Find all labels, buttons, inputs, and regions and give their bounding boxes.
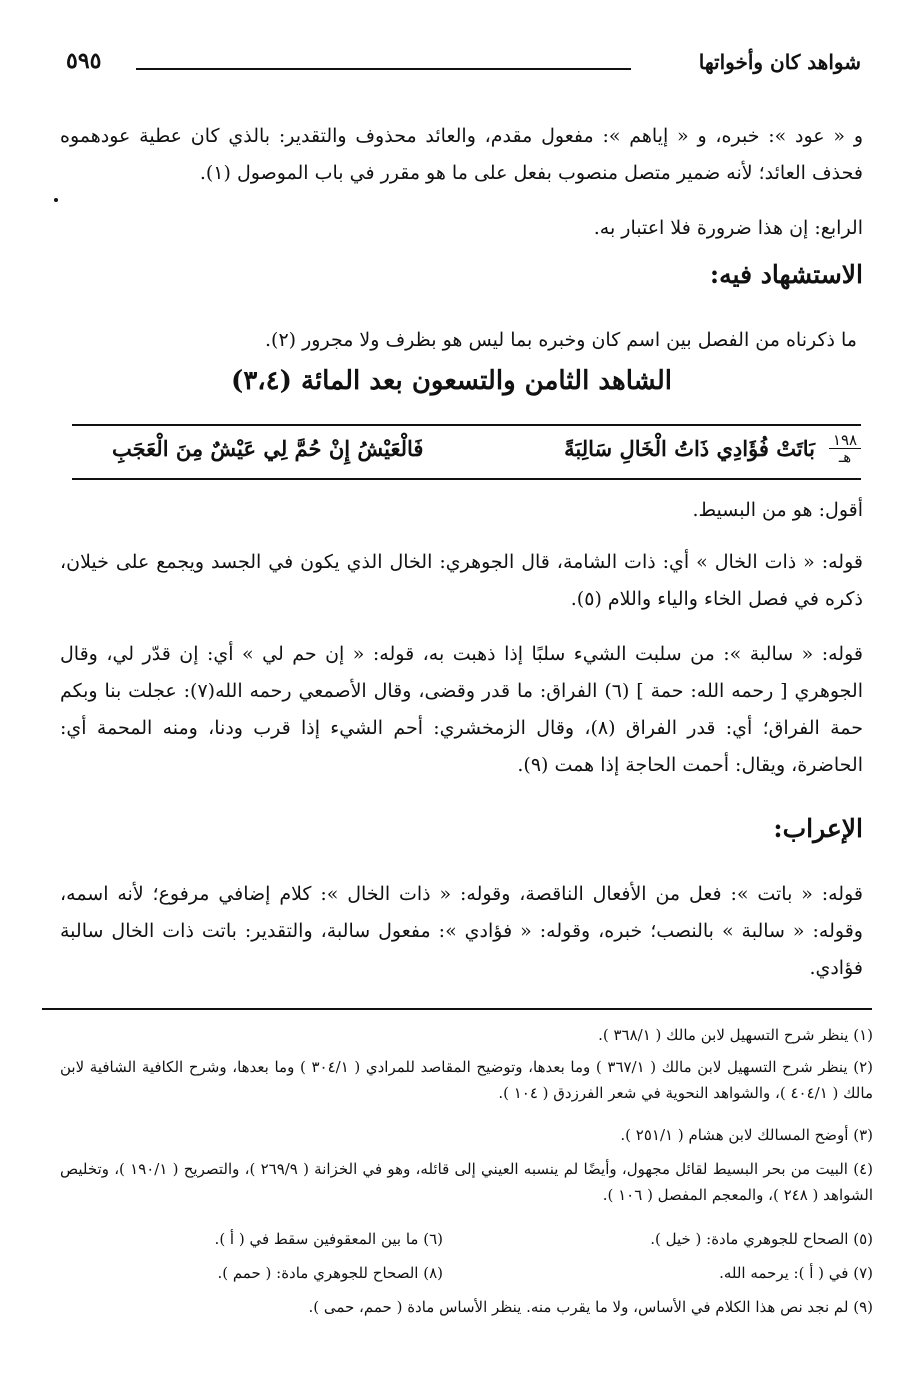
heading-shahid-198: الشاهد الثامن والتسعون بعد المائة (٣،٤)	[231, 366, 672, 396]
heading-irab: الإعراب:	[773, 814, 863, 843]
heading-istishhad: الاستشهاد فيه:	[709, 260, 863, 289]
footnote-3: (٣) أوضح المسالك لابن هشام ( ٢٥١/١ ).	[620, 1126, 873, 1144]
paragraph-6: قوله: « سالبة »: من سلبت الشيء سلبًا إذا ذهبت به، قوله: « إن حم لي » أي: إن قدّر لي، وقال الجوهري [ رحمه الله: حمة ] (٦) الفراق: ما قدر وقضى، وقال الأصمعي رحمه الله(٧): عجلت بنا وبكم حمة الفراق؛ أي: قدر الفراق (٨)، وقال الزمخشري: أحم الشيء إذا قرب ودنا، ومنه المحمة أي: الحاضرة، ويقال: أحمت الحاجة إذا همت (٩).	[60, 643, 864, 776]
verse-hemistich-2: فَالْعَيْشُ إِنْ حُمَّ لِي عَيْشٌ مِنَ الْعَجَبِ	[112, 436, 424, 461]
footnote-5: (٥) الصحاح للجوهري مادة: ( خيل ).	[650, 1230, 873, 1248]
verse-hemistich-1: بَاتَتْ فُؤَادِي ذَاتُ الْخَالِ سَالِبَةً	[564, 436, 815, 461]
paragraph-2: الرابع: إن هذا ضرورة فلا اعتبار به.	[593, 217, 863, 239]
footnote-6: (٦) ما بين المعقوفين سقط في ( أ ).	[214, 1230, 443, 1248]
running-header	[66, 48, 861, 82]
footnote-1: (١) ينظر شرح التسهيل لابن مالك ( ٣٦٨/١ ).	[598, 1026, 873, 1044]
running-header-title: شواهد كان وأخواتها	[698, 50, 861, 74]
paragraph-4: أقول: هو من البسيط.	[692, 499, 863, 521]
paragraph-7: قوله: « باتت »: فعل من الأفعال الناقصة، وقوله: « ذات الخال »: كلام إضافي مرفوع؛ لأنه اسمه، وقوله: « سالبة » بالنصب؛ خبره، وقوله: « فؤادي »: مفعول سالبة، والتقدير: باتت ذات الخال سالبة فؤادي.	[60, 883, 863, 979]
footnote-rule	[42, 1008, 872, 1010]
paragraph-5: قوله: « ذات الخال » أي: ذات الشامة، قال الجوهري: الخال الذي يكون في الجسد ويجمع على خيلان، ذكره في فصل الخاء والياء واللام (٥).	[60, 551, 863, 610]
verse-box	[72, 424, 861, 480]
footnote-4: (٤) البيت من بحر البسيط لقائل مجهول، وأيضًا لم ينسبه العيني إلى قائله، وهو في الخزانة ( ٢٦٩/٩ )، والتصريح ( ١٩٠/١ )، وتخليص الشواهد ( ٢٤٨ )، والمعجم المفصل ( ١٠٦ ).	[60, 1160, 873, 1204]
stray-dot-mark	[54, 198, 58, 202]
verse-number	[829, 432, 861, 465]
paragraph-3: ما ذكرناه من الفصل بين اسم كان وخبره بما ليس هو بظرف ولا مجرور (٢).	[264, 329, 857, 351]
footnote-7: (٧) في ( أ ): يرحمه الله.	[719, 1264, 873, 1282]
header-rule	[136, 68, 631, 70]
page-number: ٥٩٥	[66, 48, 102, 74]
verse-number-suffix: هـ	[838, 448, 852, 466]
paragraph-1: و « عود »: خبره، و « إياهم »: مفعول مقدم، والعائد محذوف والتقدير: بالذي كان عطية عودهموه فحذف العائد؛ لأنه ضمير متصل منصوب بفعل على ما هو مقرر في باب الموصول (١).	[60, 125, 863, 184]
verse-number-value: ١٩٨	[832, 431, 858, 449]
footnote-9: (٩) لم نجد نص هذا الكلام في الأساس، ولا ما يقرب منه. ينظر الأساس مادة ( حمم، حمى ).	[308, 1298, 873, 1316]
footnote-2: (٢) ينظر شرح التسهيل لابن مالك ( ٣٦٧/١ ) وما بعدها، وتوضيح المقاصد للمرادي ( ٣٠٤/١ ) وما بعدها، وشرح الكافية الشافية لابن مالك ( ٤٠٤/١ )، والشواهد النحوية في شعر الفرزدق ( ١٠٤ ).	[60, 1058, 873, 1102]
footnote-8: (٨) الصحاح للجوهري مادة: ( حمم ).	[217, 1264, 443, 1282]
